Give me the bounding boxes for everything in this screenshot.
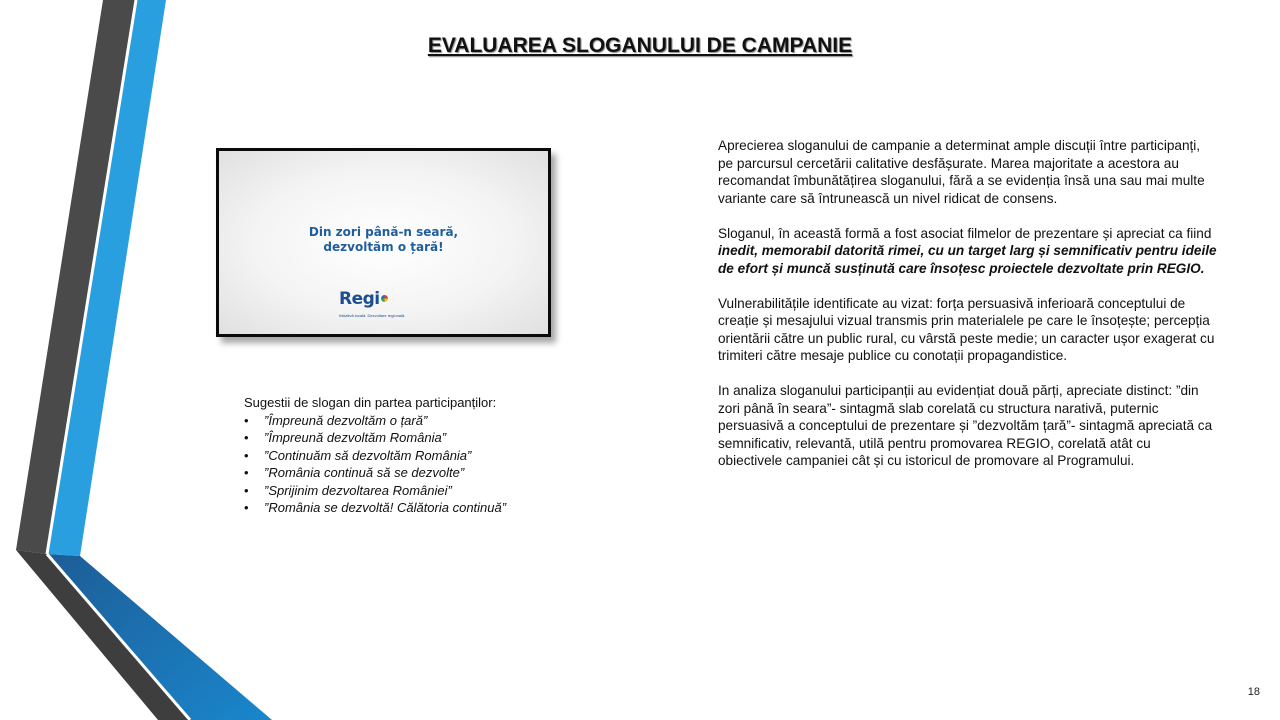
suggestions-heading: Sugestii de slogan din partea participanților: [244, 395, 497, 410]
association-emphasis: inedit, memorabil datorită rimei, cu un target larg și semnificativ pentru ideile de efort și muncă susținută care însoțesc proiectele dezvoltate prin REGIO. [718, 243, 1217, 276]
image-slogan [219, 225, 548, 255]
campaign-image [216, 148, 551, 337]
paragraph-association [718, 225, 1218, 278]
association-text: Sloganul, în această formă a fost asociat filmelor de prezentare și apreciat ca fiind [718, 225, 1212, 241]
slogan-suggestions [244, 394, 564, 517]
list-item: • ”România se dezvoltă! Călătoria continuă” [244, 499, 564, 517]
page-number: 18 [1247, 686, 1260, 698]
list-item: • ”Sprijinim dezvoltarea României” [244, 482, 564, 500]
logo-wordmark: Regi [339, 289, 380, 309]
list-item: • ”România continuă să se dezvolte” [244, 464, 564, 482]
suggestions-list [244, 412, 564, 517]
slide-title: EVALUAREA SLOGANULUI DE CAMPANIE [427, 34, 853, 57]
paragraph-analysis: In analiza sloganului participanții au evidențiat două părți, apreciate distinct: ”din zori până în seara”- sintagmă slab corelată cu structura narativă, puternic persuasivă a conceptului de prezentare și ”dezvoltăm țară”- sintagmă apreciată ca semnificativ, relevantă, utilă pentru promovarea REGIO, corelată atât cu obiectivele campaniei cât și cu istoricul de promovare al Programului. [718, 383, 1213, 468]
logo-tagline: Inițiativă locală. Dezvoltare regională. [339, 313, 406, 318]
regio-logo [339, 291, 439, 319]
paragraph-appreciation: Aprecierea sloganului de campanie a determinat ample discuții între participanți, pe parcursul cercetării calitative desfășurate. Marea majoritate a acestora au recomandat îmbunătățirea sloganului, fără a se evidenția însă una sau mai multe variante care să întrunească un nivel ridicat de consens. [718, 138, 1205, 206]
logo-color-dot-icon [381, 295, 388, 302]
list-item: • ”Împreună dezvoltăm România” [244, 429, 564, 447]
slogan-line-2: dezvoltăm o țară! [323, 240, 444, 254]
paragraph-vulnerabilities: Vulnerabilitățile identificate au vizat: forța persuasivă inferioară conceptului de creație și mesajului vizual transmis prin materialele pe care le însoțește; percepția orientării către un public rural, cu vârstă peste medie; un caracter ușor exagerat cu trimiteri către mesaje publice cu conotații propagandistice. [718, 295, 1215, 363]
slogan-line-1: Din zori până-n seară, [308, 225, 459, 239]
list-item: • ”Continuăm să dezvoltăm România” [244, 447, 564, 465]
analysis-text [718, 137, 1218, 487]
list-item: • ”Împreună dezvoltăm o țară” [244, 412, 564, 430]
